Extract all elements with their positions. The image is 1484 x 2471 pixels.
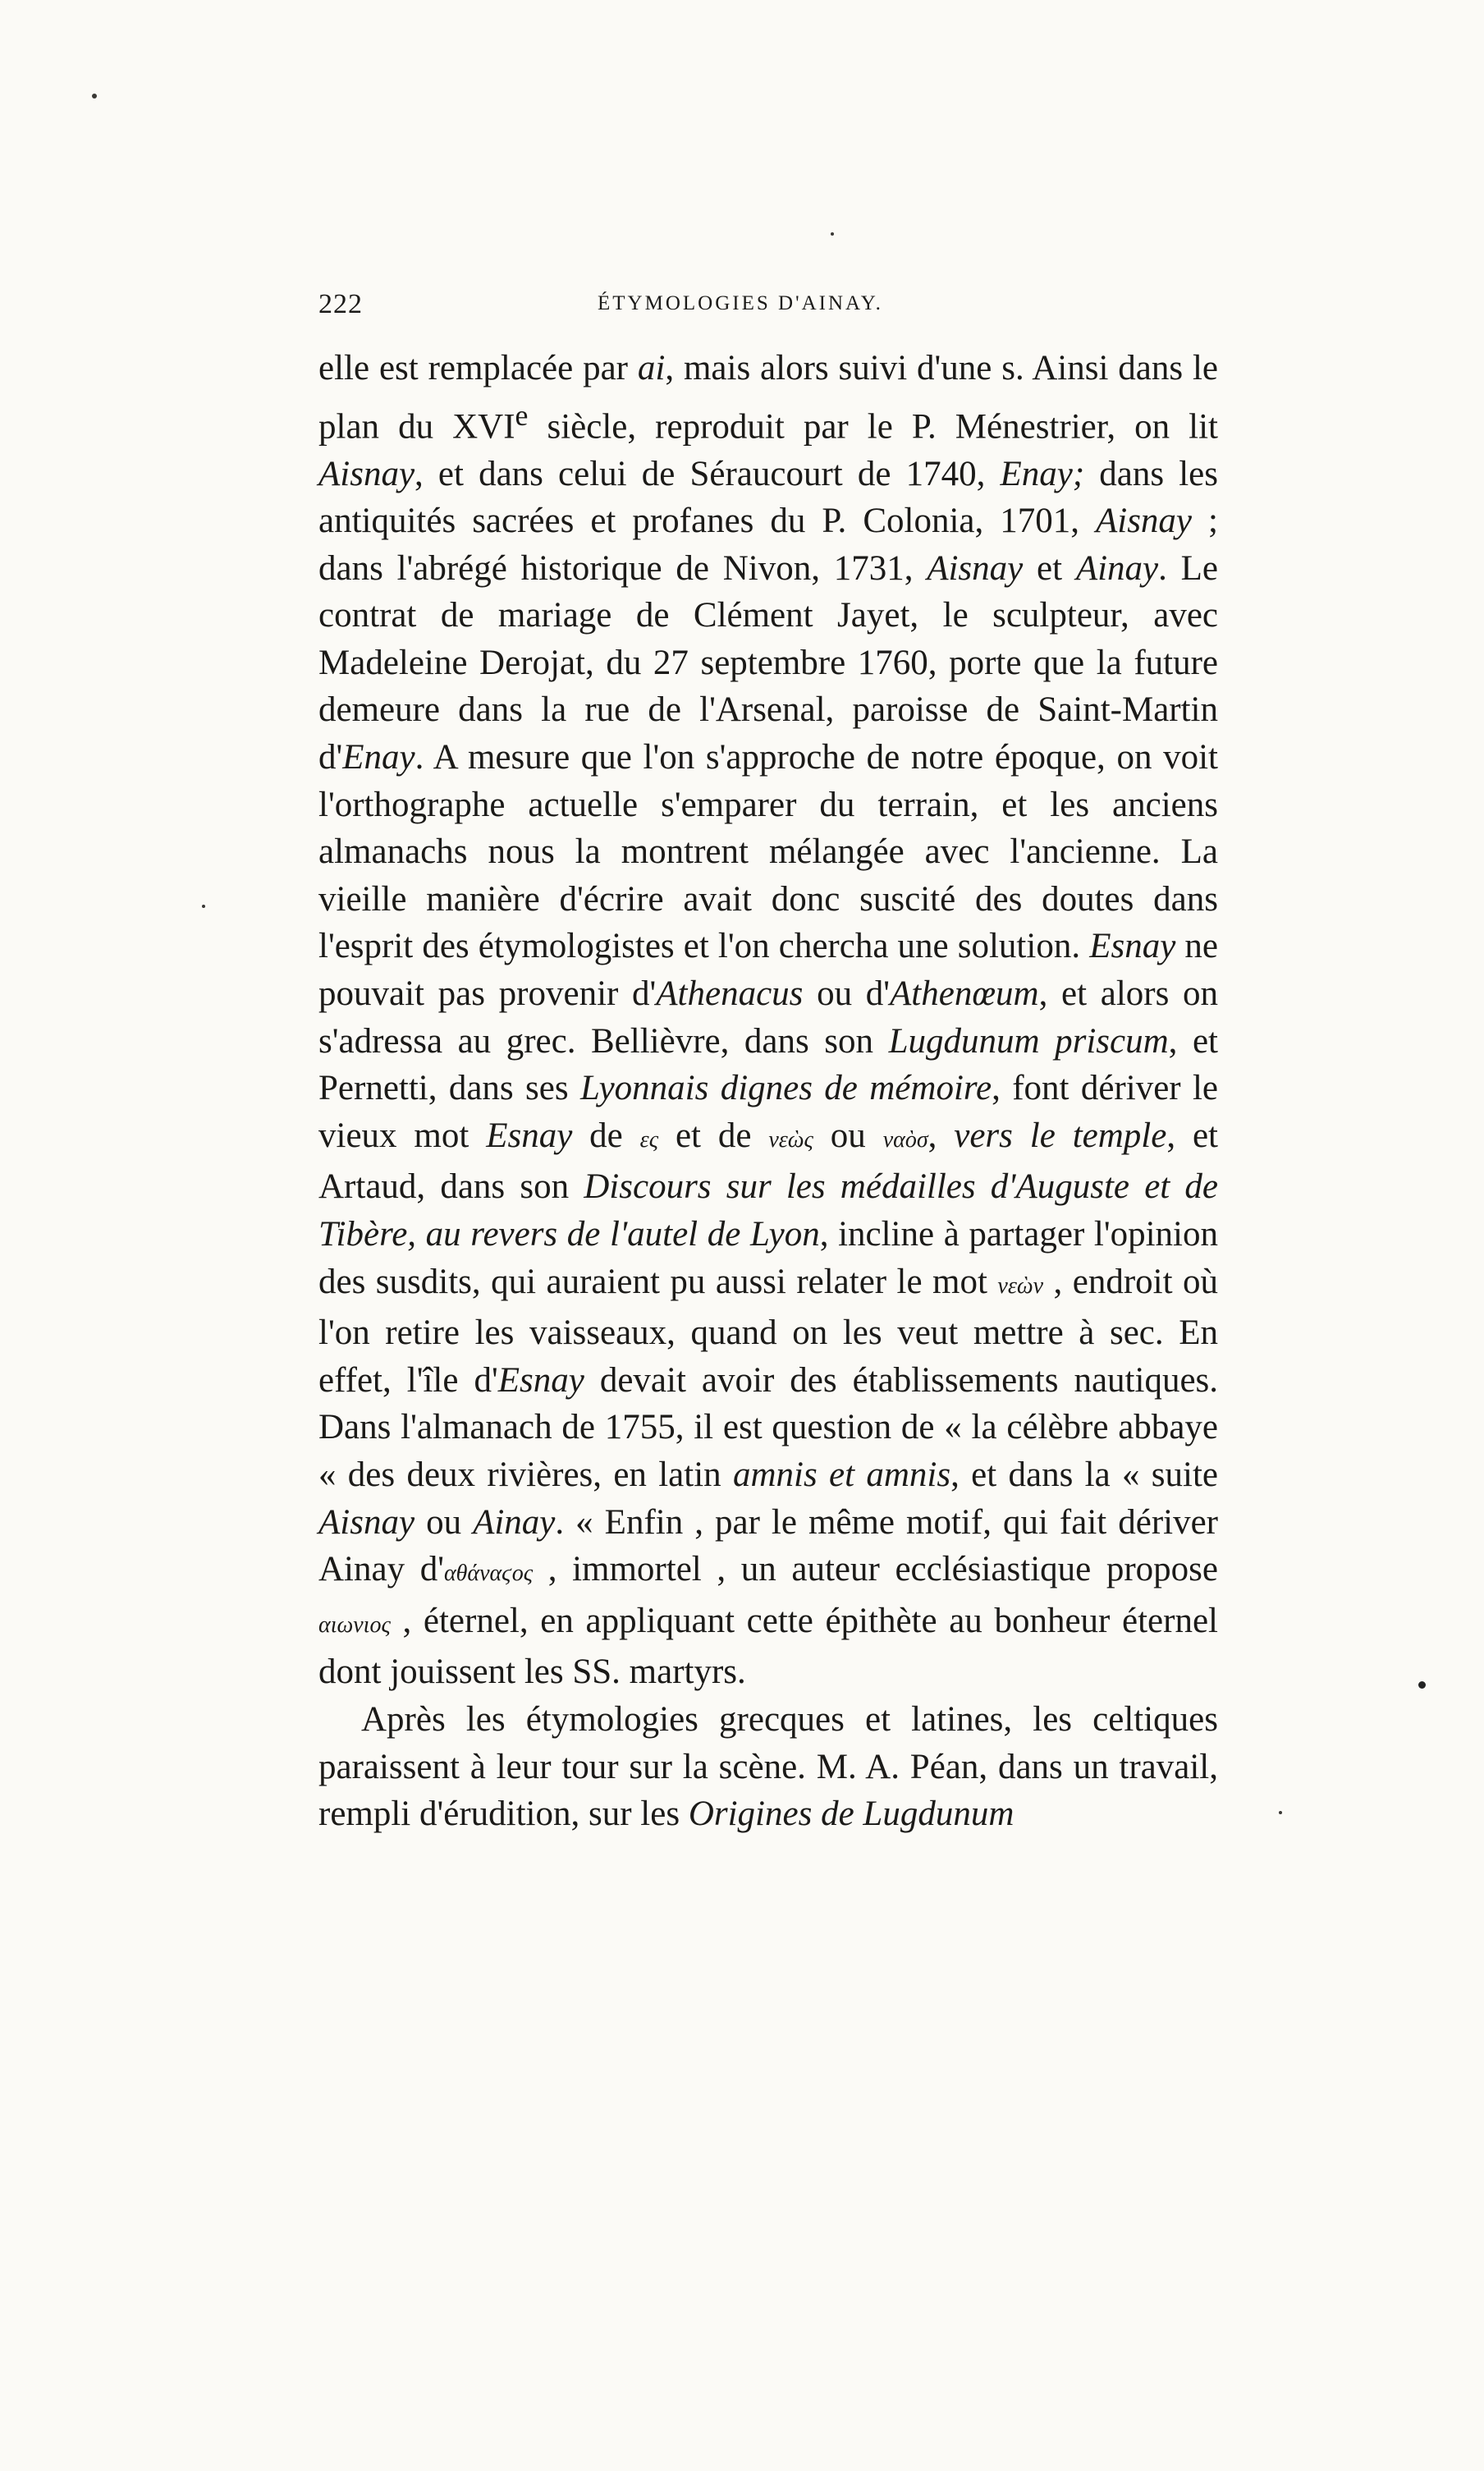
text-run: ,: [928, 1116, 955, 1155]
text-run: , font dériver le vieux mot: [318, 1069, 1218, 1155]
italic-text: Enay;: [1000, 454, 1085, 493]
italic-text: Esnay: [497, 1360, 584, 1400]
text-run: , mais alors suivi d'une s. Ainsi dans le plan du XVI: [318, 349, 1218, 446]
italic-text: Esnay: [1089, 927, 1176, 966]
paragraph: [318, 1696, 1218, 1838]
italic-text: Aisnay: [927, 548, 1024, 588]
italic-text: Ainay: [473, 1502, 556, 1542]
italic-text: Lyonnais dignes de mémoire: [579, 1069, 992, 1108]
text-run: ou d': [803, 974, 891, 1014]
italic-text: Enay: [342, 738, 415, 777]
page-number: 222: [318, 289, 363, 319]
italic-text: Athenacus: [656, 974, 804, 1014]
text-run: elle est remplacée par: [318, 349, 638, 387]
text-run: , et Artaud, dans son: [318, 1116, 1218, 1207]
text-run: devait avoir des établissements nautiques. Dans l'almanach de 1755, il est question de « la célèbre abbaye « des deux rivières, en latin: [318, 1360, 1219, 1494]
text-run: dans les antiquités sacrées et profanes du P. Colonia, 1701,: [318, 454, 1218, 541]
scan-speck: [1418, 1681, 1426, 1689]
text-run: , et alors on s'adressa au grec. Bellièvre, dans son: [318, 974, 1219, 1061]
superscript-text: e: [515, 398, 529, 432]
greek-word: αθάναϛος: [443, 1561, 534, 1587]
italic-text: amnis et amnis: [732, 1455, 951, 1494]
text-run: , incline à partager l'opinion des susdits, qui auraient pu aussi relater le mot: [318, 1215, 1218, 1301]
text-run: de: [572, 1116, 640, 1155]
scan-speck: [831, 232, 834, 236]
text-run: , et dans celui de Séraucourt de 1740,: [415, 454, 1001, 493]
text-run: , endroit où l'on retire les vaisseaux, quand on les veut mettre à sec. En effet, l'île d': [318, 1262, 1218, 1400]
text-run: ou: [415, 1502, 474, 1542]
body-text: [318, 345, 1218, 1838]
text-run: . « Enfin , par le même motif, qui fait dériver Ainay d': [318, 1502, 1218, 1589]
text-run: , et Pernetti, dans ses: [318, 1021, 1218, 1108]
italic-text: Esnay: [486, 1116, 573, 1155]
text-run: et de: [658, 1116, 769, 1155]
text-run: , et dans la « suite: [950, 1455, 1218, 1494]
text-run: ; dans l'abrégé historique de Nivon, 1731,: [318, 502, 1218, 588]
italic-text: Athenœum: [890, 974, 1039, 1014]
greek-word: αιωνιος: [318, 1611, 391, 1638]
text-run: , immortel , un auteur ecclésiastique propose: [533, 1550, 1219, 1589]
italic-text: Ainay: [1075, 548, 1159, 588]
italic-text: vers le temple: [954, 1116, 1167, 1155]
scan-speck: [202, 905, 205, 908]
text-run: et: [1023, 548, 1076, 588]
italic-text: Aisnay: [318, 454, 415, 493]
greek-word: ναὸσ: [882, 1126, 928, 1153]
text-run: Après les étymologies grecques et latines, les celtiques paraissent à leur tour sur la scène. M. A. Péan, dans un travail, rempli d'érudition, sur les: [318, 1699, 1218, 1834]
scan-speck: [92, 94, 97, 99]
text-run: ne pouvait pas provenir d': [318, 927, 1219, 1014]
greek-word: νεὼς: [768, 1126, 813, 1153]
scan-speck: [1279, 1811, 1282, 1814]
greek-word: ες: [639, 1126, 659, 1153]
italic-text: Discours sur les médailles d'Auguste et de Tibère, au revers de l'autel de Lyon: [318, 1167, 1218, 1254]
running-title: ÉTYMOLOGIES D'AINAY.: [598, 292, 883, 314]
italic-text: ai: [637, 349, 666, 387]
text-run: siècle, reproduit par le P. Ménestrier, on lit: [528, 406, 1218, 446]
text-run: ou: [813, 1116, 883, 1155]
greek-word: νεὼν: [997, 1272, 1044, 1299]
italic-text: Aisnay: [318, 1502, 415, 1542]
page-header: [318, 289, 1218, 338]
italic-text: Lugdunum priscum: [888, 1021, 1169, 1061]
text-run: . Le contrat de mariage de Clément Jayet, le sculpteur, avec Madeleine Derojat, du 27 septembre 1760, porte que la future demeure dans la rue de l'Arsenal, paroisse de Saint-Martin d': [318, 548, 1219, 777]
text-run: , éternel, en appliquant cette épithète au bonheur éternel dont jouissent les SS. martyrs.: [318, 1601, 1218, 1692]
paragraph: [318, 345, 1218, 1696]
italic-text: Origines de Lugdunum: [688, 1795, 1015, 1834]
text-run: . A mesure que l'on s'approche de notre époque, on voit l'orthographe actuelle s'emparer du terrain, et les anciens almanachs nous la montrent mélangée avec l'ancienne. La vieille manière d'écrire avait donc suscité des doutes dans l'esprit des étymologistes et l'on chercha une solution.: [318, 738, 1218, 966]
italic-text: Aisnay: [1095, 502, 1193, 541]
